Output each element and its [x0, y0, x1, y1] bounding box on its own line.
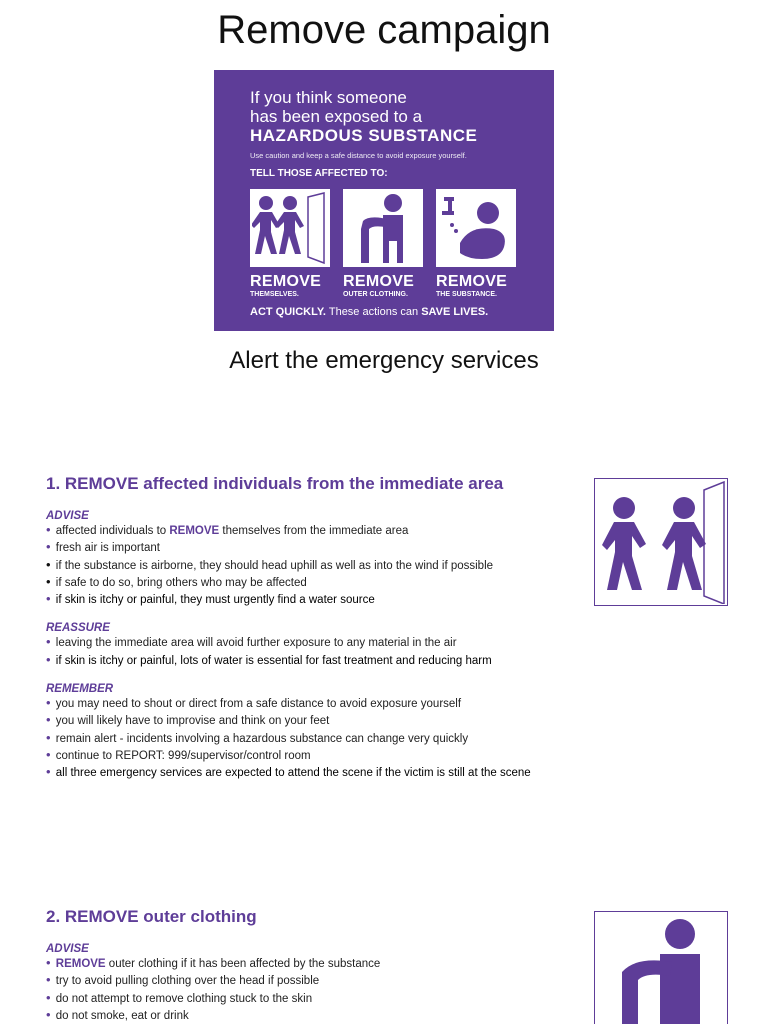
bullet-icon: • — [46, 764, 51, 780]
section2-heading: 2. REMOVE outer clothing — [46, 907, 257, 926]
section-remove-individuals — [46, 474, 606, 782]
list-item — [46, 574, 606, 591]
list-item — [46, 591, 606, 608]
list-item — [46, 712, 606, 729]
alert-heading: Alert the emergency services — [229, 347, 539, 374]
poster-panel-sub: THEMSELVES. — [250, 291, 299, 298]
list-item — [46, 747, 606, 764]
bullet-icon: • — [46, 522, 51, 537]
list-item-text: you may need to shout or direct from a safe distance to avoid exposure yourself — [55, 698, 462, 711]
bullet-icon: • — [46, 651, 51, 667]
section2-advise-list — [46, 955, 606, 1024]
bullet-icon: • — [46, 729, 51, 745]
bullet-icon: • — [46, 573, 51, 589]
list-item-text: fresh air is important — [55, 542, 160, 555]
person-removing-clothing-large-icon — [594, 911, 728, 1024]
list-item-text: do not attempt to remove clothing stuck to the skin — [55, 992, 313, 1005]
section1-remember-list — [46, 695, 606, 781]
poster-hazard-heading: HAZARDOUS SUBSTANCE — [250, 126, 478, 145]
two-people-door-icon — [250, 189, 330, 267]
list-item — [46, 1007, 606, 1024]
list-item-emphasis: REMOVE — [169, 525, 220, 537]
list-item — [46, 972, 606, 989]
list-item-text: themselves from the immediate area — [219, 525, 409, 537]
poster-caution-text: Use caution and keep a safe distance to avoid exposure yourself. — [250, 151, 467, 160]
poster-intro-line1: If you think someone — [250, 88, 407, 107]
list-item — [46, 730, 606, 747]
poster-panel-sub: OUTER CLOTHING. — [343, 291, 408, 298]
bullet-icon: • — [46, 591, 51, 607]
poster-panels — [250, 189, 518, 298]
section1-reassure-list — [46, 634, 606, 669]
poster-panel-substance — [436, 189, 516, 298]
poster-panel-themselves — [250, 189, 330, 298]
poster-panel-sub: THE SUBSTANCE. — [436, 291, 497, 298]
list-item-text: you will likely have to improvise and think on your feet — [55, 715, 330, 728]
list-item — [46, 522, 606, 539]
list-item-text: if safe to do so, bring others who may be affected — [55, 576, 307, 589]
list-item — [46, 634, 606, 651]
section1-remember-label: REMEMBER — [46, 683, 114, 696]
bullet-icon: • — [46, 989, 51, 1005]
section1-advise-list — [46, 522, 606, 608]
poster-footer — [250, 306, 518, 318]
bullet-icon: • — [46, 1006, 51, 1022]
bullet-icon: • — [46, 712, 51, 728]
list-item — [46, 990, 606, 1007]
section-remove-outer-clothing — [46, 907, 606, 1024]
list-item-text: if skin is itchy or painful, lots of water is essential for fast treatment and reducing harm — [55, 654, 492, 667]
person-washing-icon — [436, 189, 516, 267]
poster-panel-word: REMOVE — [343, 273, 415, 290]
bullet-icon: • — [46, 634, 51, 650]
bullet-icon: • — [46, 695, 51, 711]
list-item-text: continue to REPORT: 999/supervisor/control room — [55, 749, 311, 762]
list-item — [46, 557, 606, 574]
list-item — [46, 539, 606, 556]
list-item-text: try to avoid pulling clothing over the head if possible — [55, 975, 320, 988]
list-item-text: outer clothing if it has been affected by the substance — [105, 958, 381, 970]
list-item-emphasis: REMOVE — [55, 958, 106, 970]
bullet-icon: • — [46, 556, 51, 572]
bullet-icon: • — [46, 972, 51, 988]
poster-footer-act-quickly: ACT QUICKLY. — [250, 306, 326, 318]
poster-footer-mid: These actions can — [326, 306, 422, 318]
section1-advise-label: ADVISE — [46, 510, 89, 522]
list-item-text: if skin is itchy or painful, they must urgently find a water source — [55, 594, 375, 607]
poster-footer-save-lives: SAVE LIVES. — [421, 306, 489, 318]
poster-panel-word: REMOVE — [436, 273, 508, 290]
list-item-text: affected individuals to — [55, 525, 170, 537]
list-item — [46, 695, 606, 712]
list-item-text: remain alert - incidents involving a hazardous substance can change very quickly — [55, 732, 469, 745]
section1-heading: 1. REMOVE affected individuals from the immediate area — [46, 474, 504, 493]
list-item — [46, 652, 606, 669]
poster-tell-heading: TELL THOSE AFFECTED TO: — [250, 168, 388, 179]
person-removing-clothing-icon — [343, 189, 423, 267]
poster-panel-word: REMOVE — [250, 273, 322, 290]
section2-advise-label: ADVISE — [46, 943, 89, 955]
page-title: Remove campaign — [217, 8, 551, 52]
bullet-icon: • — [46, 746, 51, 762]
list-item — [46, 764, 606, 781]
list-item-text: do not smoke, eat or drink — [55, 1009, 189, 1022]
bullet-icon: • — [46, 955, 51, 970]
bullet-icon: • — [46, 539, 51, 555]
remove-campaign-poster — [214, 70, 554, 331]
poster-panel-outer-clothing — [343, 189, 423, 298]
list-item-text: all three emergency services are expected to attend the scene if the victim is still at the scene — [55, 767, 531, 780]
two-people-exit-icon — [594, 478, 728, 606]
list-item-text: if the substance is airborne, they should head uphill as well as into the wind if possible — [55, 559, 494, 572]
list-item-text: leaving the immediate area will avoid further exposure to any material in the air — [55, 637, 457, 650]
list-item — [46, 955, 606, 972]
section1-reassure-label: REASSURE — [46, 622, 110, 635]
poster-intro-line2: has been exposed to a — [250, 107, 423, 126]
